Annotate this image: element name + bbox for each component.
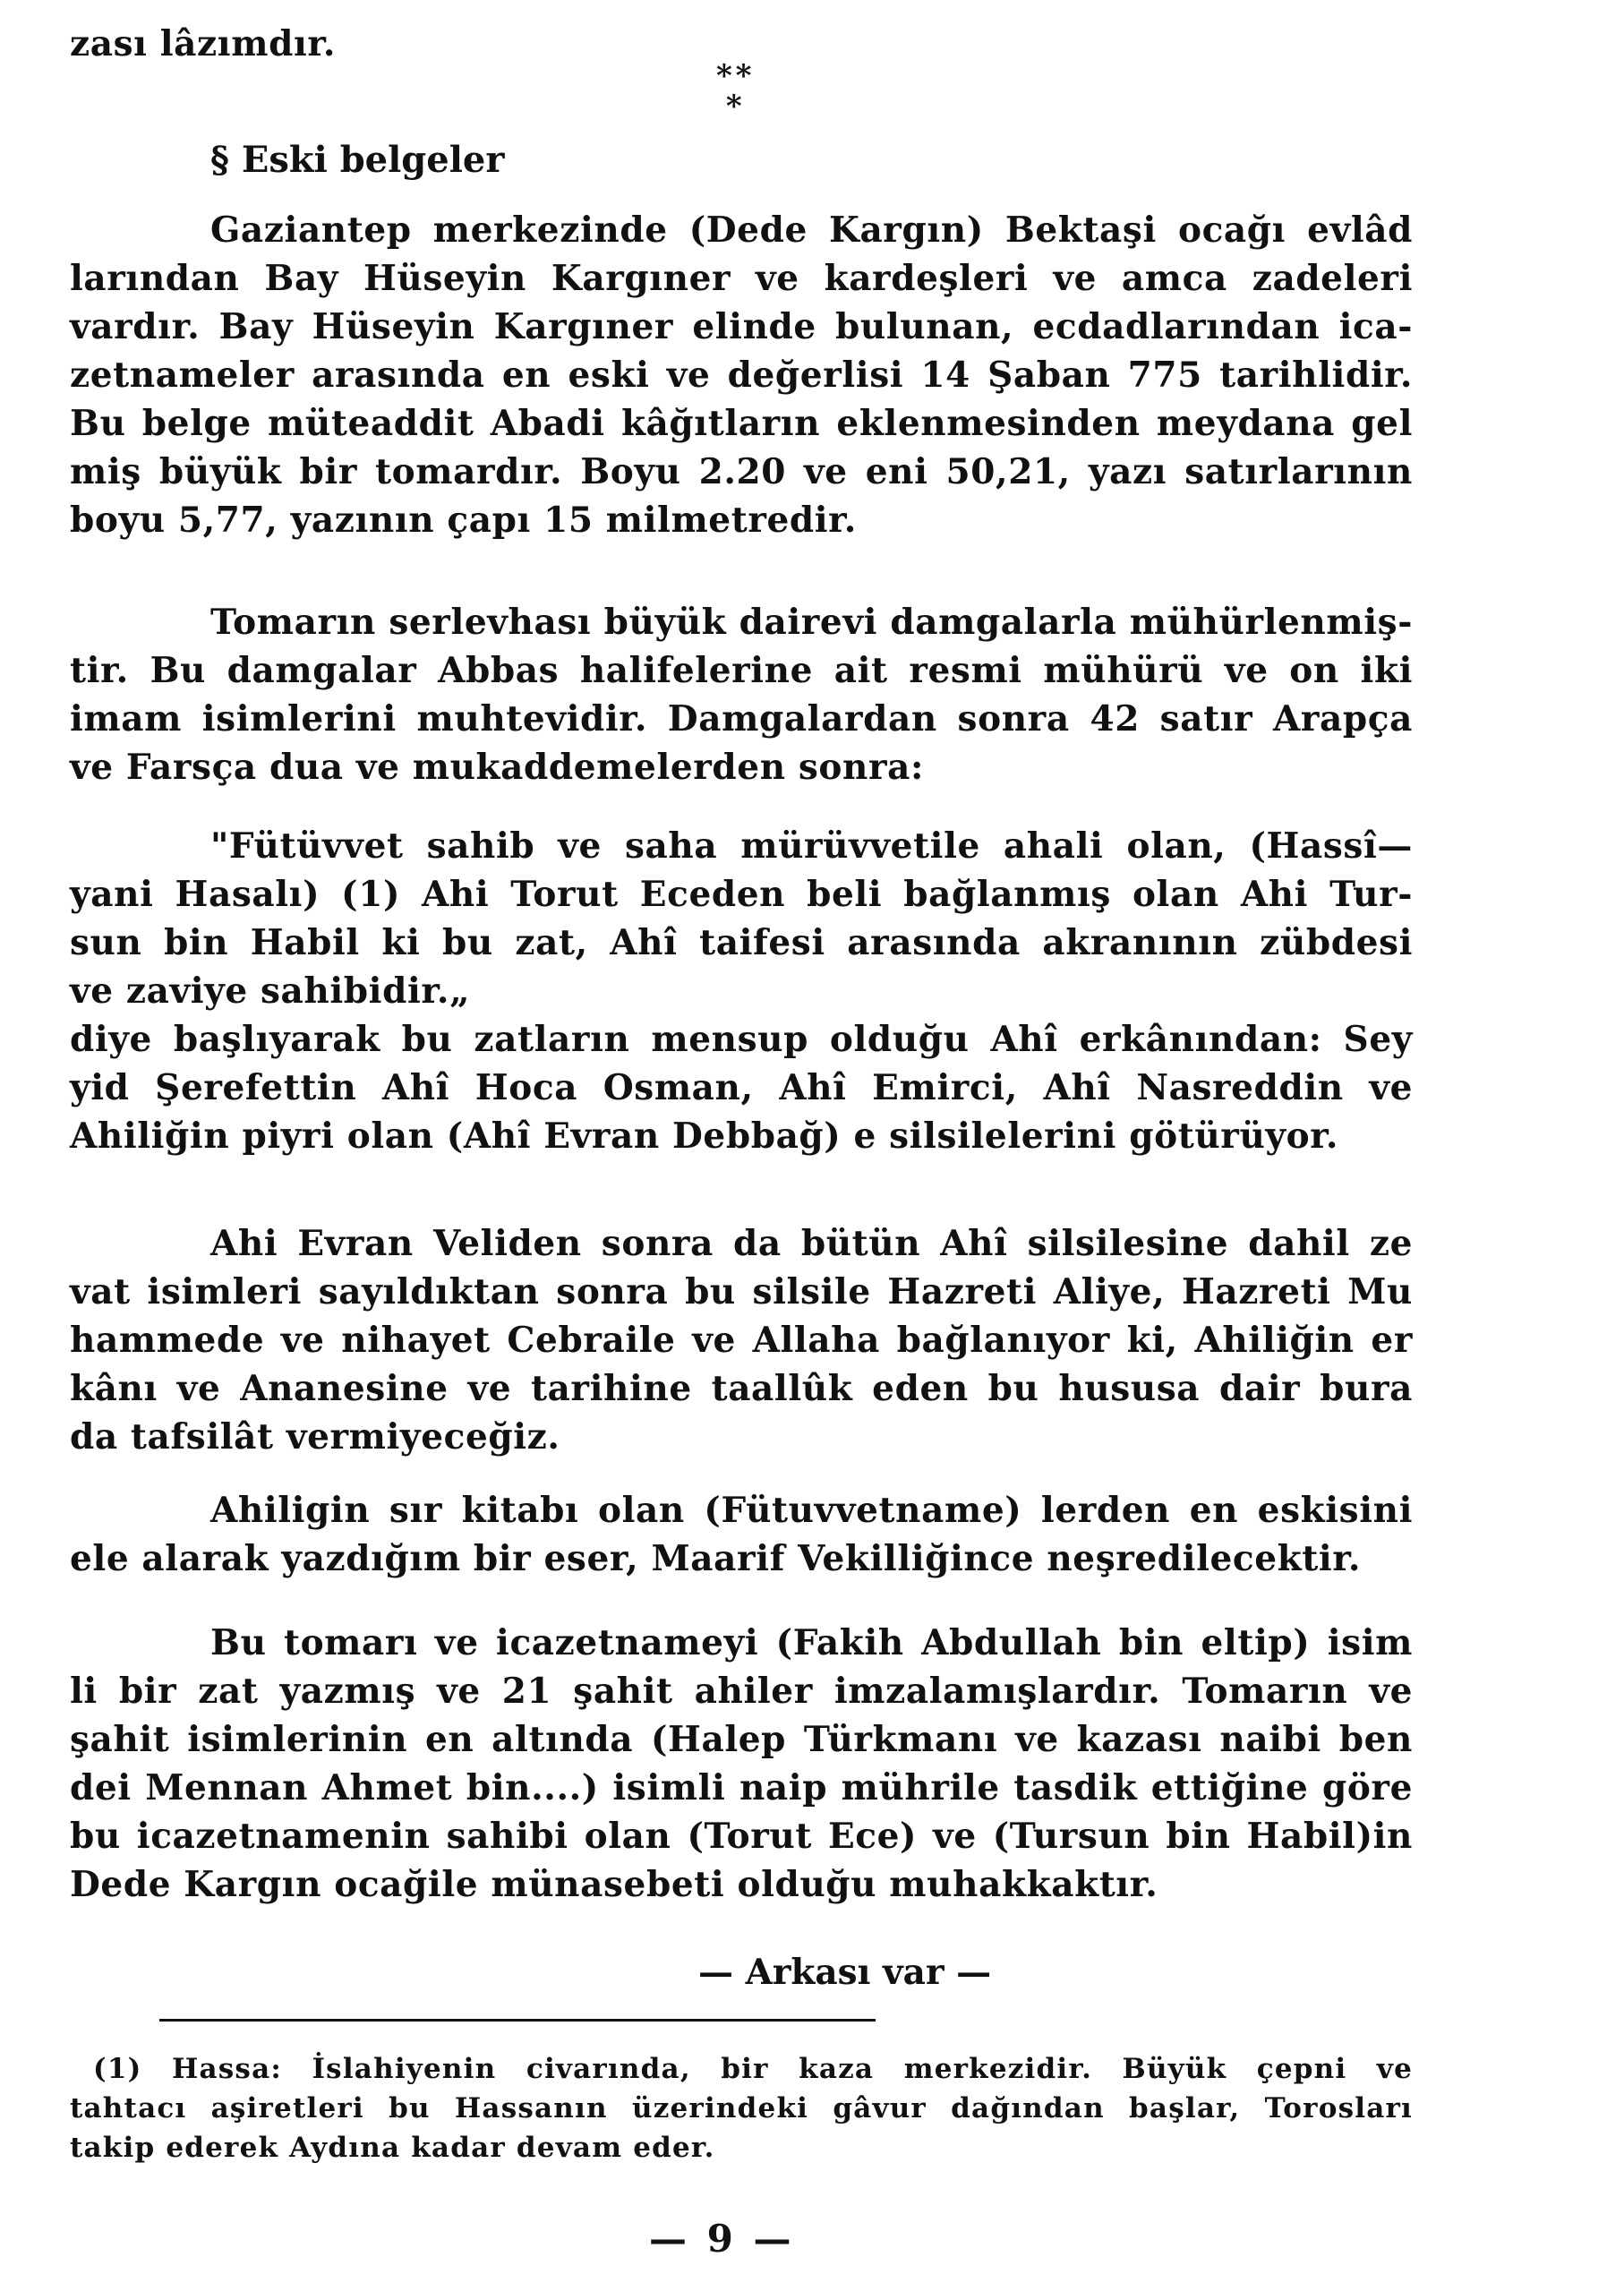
footnote-divider — [159, 2019, 876, 2022]
quote-line: ve zaviye sahibidir.„ — [70, 970, 471, 1012]
quote-line: "Fütüvvet sahib ve saha mürüvvetile ahali olan, (Hassî— — [210, 825, 1413, 867]
body-line: vardır. Bay Hüseyin Kargıner elinde bulunan, ecdadlarından ica- — [70, 306, 1413, 347]
body-line: larından Bay Hüseyin Kargıner ve kardeşleri ve amca zadeleri — [70, 258, 1413, 299]
body-line: Ahiliğin piyri olan (Ahî Evran Debbağ) e silsilelerini götürüyor. — [70, 1116, 1339, 1157]
body-line: Dede Kargın ocağile münasebeti olduğu muhakkaktır. — [70, 1864, 1158, 1905]
footnote-line: takip ederek Aydına kadar devam eder. — [70, 2132, 715, 2164]
body-line: da tafsilât vermiyeceğiz. — [70, 1416, 560, 1458]
body-line: vat isimleri sayıldıktan sonra bu silsile Hazreti Aliye, Hazreti Mu — [70, 1271, 1413, 1312]
body-line: bu icazetnamenin sahibi olan (Torut Ece) ve (Tursun bin Habil)in — [70, 1816, 1413, 1857]
page-number: — 9 — — [649, 2217, 795, 2261]
body-line: dei Mennan Ahmet bin....) isimli naip mührile tasdik ettiğine göre — [70, 1767, 1413, 1808]
quote-line: sun bin Habil ki bu zat, Ahî taifesi arasında akranının zübdesi — [70, 922, 1413, 963]
body-line: miş büyük bir tomardır. Boyu 2.20 ve eni 50,21, yazı satırlarının — [70, 451, 1413, 492]
body-line: şahit isimlerinin en altında (Halep Türkmanı ve kazası naibi ben — [70, 1719, 1413, 1760]
body-line: Ahiligin sır kitabı olan (Fütuvvetname) lerden en eskisini — [210, 1490, 1413, 1531]
body-line: tir. Bu damgalar Abbas halifelerine ait resmi mühürü ve on iki — [70, 650, 1413, 691]
top-line: zası lâzımdır. — [70, 23, 337, 64]
section-heading: § Eski belgeler — [210, 139, 505, 181]
body-line: Bu tomarı ve icazetnameyi (Fakih Abdullah bin eltip) isim — [210, 1622, 1413, 1663]
body-line: kânı ve Ananesine ve tarihine taallûk eden bu hususa dair bura — [70, 1368, 1413, 1409]
footnote-line: tahtacı aşiretleri bu Hassanın üzerindeki gâvur dağından başlar, Torosları — [70, 2092, 1413, 2124]
body-line: hammede ve nihayet Cebraile ve Allaha bağlanıyor ki, Ahiliğin er — [70, 1320, 1413, 1361]
body-line: ve Farsça dua ve mukaddemelerden sonra: — [70, 747, 924, 788]
body-line: yid Şerefettin Ahî Hoca Osman, Ahî Emirci, Ahî Nasreddin ve — [70, 1067, 1413, 1108]
body-line: Gaziantep merkezinde (Dede Kargın) Bektaşi ocağı evlâd — [210, 209, 1413, 251]
body-line: imam isimlerini muhtevidir. Damgalardan sonra 42 satır Arapça — [70, 698, 1413, 739]
continued-note: — Arkası var — — [698, 1952, 992, 1993]
body-line: ele alarak yazdığım bir eser, Maarif Vekilliğince neşredilecektir. — [70, 1538, 1362, 1579]
footnote-line: (1) Hassa: İslahiyenin civarında, bir kaza merkezidir. Büyük çepni ve — [93, 2053, 1413, 2085]
body-line: Ahi Evran Veliden sonra da bütün Ahî silsilesine dahil ze — [210, 1223, 1413, 1264]
body-line: Bu belge müteaddit Abadi kâğıtların eklenmesinden meydana gel — [70, 403, 1413, 444]
body-line: Tomarın serlevhası büyük dairevi damgalarla mühürlenmiş- — [210, 602, 1413, 643]
body-line: boyu 5,77, yazının çapı 15 milmetredir. — [70, 500, 857, 541]
quote-line: yani Hasalı) (1) Ahi Torut Eceden beli bağlanmış olan Ahi Tur- — [70, 874, 1413, 915]
body-line: diye başlıyarak bu zatların mensup olduğu Ahî erkânından: Sey — [70, 1019, 1413, 1060]
body-line: li bir zat yazmış ve 21 şahit ahiler imzalamışlardır. Tomarın ve — [70, 1671, 1413, 1712]
separator-asterisks: * * * — [716, 58, 748, 124]
body-line: zetnameler arasında en eski ve değerlisi 14 Şaban 775 tarihlidir. — [70, 355, 1413, 396]
